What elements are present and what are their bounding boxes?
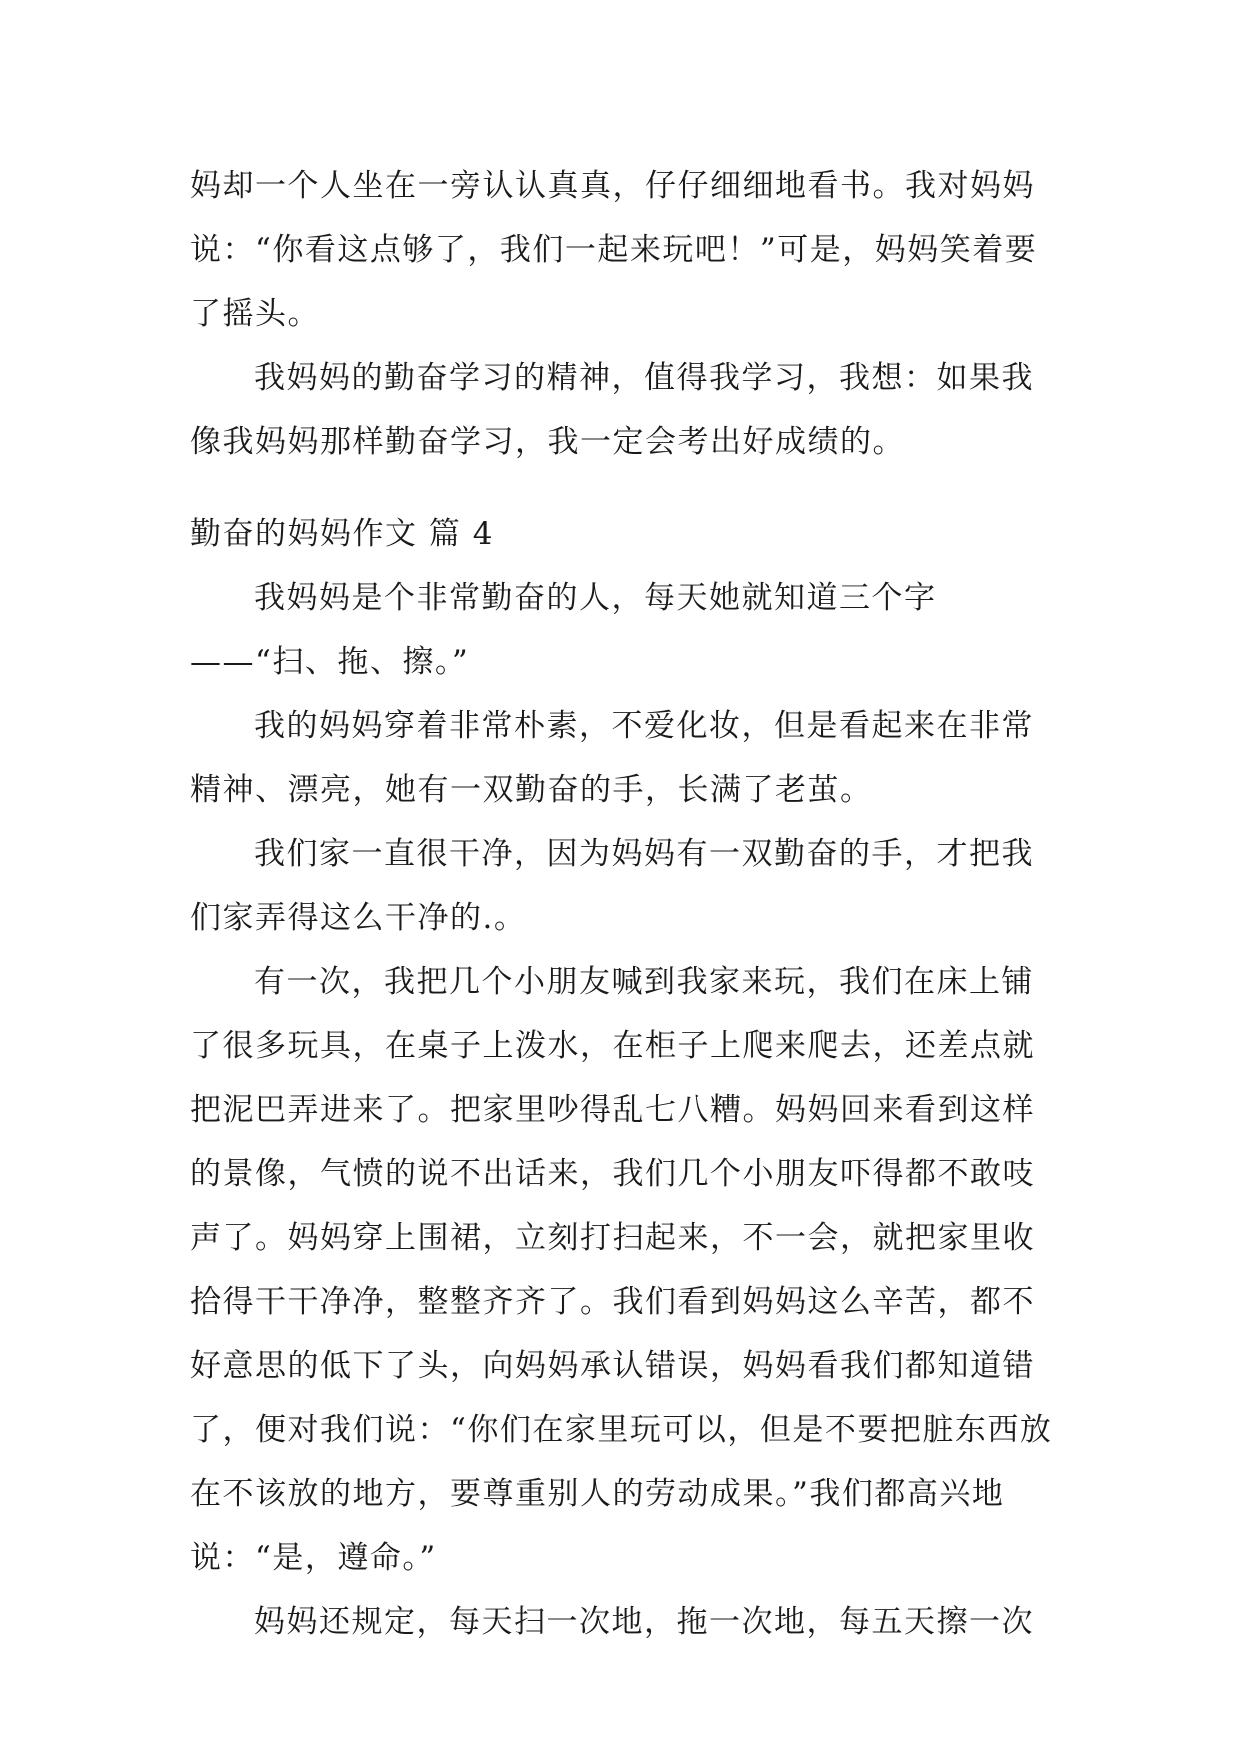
paragraph: 我的妈妈穿着非常朴素，不爱化妆，但是看起来在非常精神、漂亮，她有一双勤奋的手，长满了老茧。 <box>190 708 1034 808</box>
paragraph: 我妈妈是个非常勤奋的人，每天她就知道三个字——“扫、拖、擦。” <box>190 580 937 680</box>
paragraph: 我们家一直很干净，因为妈妈有一双勤奋的手，才把我们家弄得这么干净的.。 <box>190 836 1034 936</box>
paragraph-continued: 妈却一个人坐在一旁认认真真，仔仔细细地看书。我对妈妈说：“你看这点够了，我们一起来玩吧！”可是，妈妈笑着要了摇头。 <box>190 168 1038 332</box>
previous-section-continuation <box>190 154 1060 474</box>
paragraph: 妈妈还规定，每天扫一次地，拖一次地，每五天擦一次 <box>254 1604 1034 1640</box>
essay-section-4 <box>190 502 1060 1654</box>
paragraph: 我妈妈的勤奋学习的精神，值得我学习，我想：如果我像我妈妈那样勤奋学习，我一定会考出好成绩的。 <box>190 360 1034 460</box>
paragraph: 有一次，我把几个小朋友喊到我家来玩，我们在床上铺了很多玩具，在桌子上泼水，在柜子上爬来爬去，还差点就把泥巴弄进来了。把家里吵得乱七八糟。妈妈回来看到这样的景像，气愤的说不出话来，我们几个小朋友吓得都不敢吱声了。妈妈穿上围裙，立刻打扫起来，不一会，就把家里收拾得干干净净，整整齐齐了。我们看到妈妈这么辛苦，都不好意思的低下了头，向妈妈承认错误，妈妈看我们都知道错了，便对我们说：“你们在家里玩可以，但是不要把脏东西放在不该放的地方，要尊重别人的劳动成果。”我们都高兴地说：“是，遵命。” <box>190 964 1053 1576</box>
section-heading: 勤奋的妈妈作文 篇 4 <box>190 516 494 552</box>
